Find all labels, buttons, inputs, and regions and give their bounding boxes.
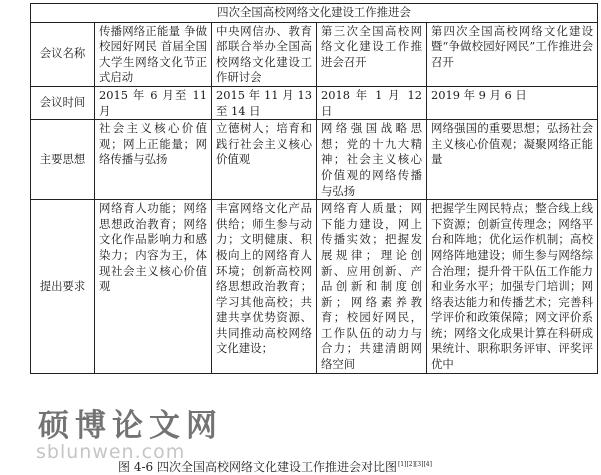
time-cell-4: 2019 年 9 月 6 日 [427,86,598,119]
header-meeting-name: 会议名称 [31,22,95,86]
watermark-url: sblunwen.com [36,441,186,463]
header-meeting-2: 中央网信办、教育部联合举办全国高校网络文化建设工作研讨会 [212,22,317,86]
header-meeting-1: 传播网络正能量 争做校园好网民 首届全国大学生网络文化节正式启动 [95,22,212,86]
row-label-time: 会议时间 [31,86,95,119]
table-row [31,120,598,200]
thought-cell-3: 网络强国战略思想；党的十九大精神；社会主义核心价值观的网络传播与弘扬 [317,120,427,200]
header-meeting-3: 第三次全国高校网络文化建设工作推进会召开 [317,22,427,86]
time-cell-1: 2015 年 6 月至 11 月 [95,86,212,119]
req-cell-1: 网络育人功能；网络思想政治教育；网络文化作品影响力和感染力；内容为王，体现社会主义核心价值观 [95,200,212,374]
table-row [31,200,598,374]
time-cell-2: 2015 年 11 月 13 至 14 日 [212,86,317,119]
comparison-table [30,3,598,374]
thought-cell-2: 立德树人；培育和践行社会主义核心价值观 [212,120,317,200]
table-title-row [31,4,598,23]
req-cell-4: 把握学生网民特点；整合线上线下资源；创新宣传理念；网络平台和阵地；优化运作机制；高校网络阵地建设；师生参与网络综合治理；提升骨干队伍工作能力和业务水平；加强专门培训；网络表达能力和传播艺术；完善科学评价和政策保障；网文评价系统；网络文化成果计算在科研成果统计、职称职务评审、评奖评优中 [427,200,598,374]
figure-caption [118,458,432,475]
table-header-row [31,22,598,86]
req-cell-3: 网络育人质量；网下能力建设，网上传播实效；把握发展规律；理论创新、应用创新、产品创新和制度创新；网络素养教育；校园好网民，工作队伍的动力与合力；共建清朗网络空间 [317,200,427,374]
table-title: 四次全国高校网络文化建设工作推进会 [31,4,598,23]
row-label-thought: 主要思想 [31,120,95,200]
thought-cell-4: 网络强国的重要思想；弘扬社会主义核心价值观；凝聚网络正能量 [427,120,598,200]
caption-text: 图 4-6 四次全国高校网络文化建设工作推进会对比图 [118,460,397,474]
thought-cell-1: 社会主义核心价值观；网上正能量；网络传播与弘扬 [95,120,212,200]
req-cell-2: 丰富网络文化产品供给；师生参与动力；文明健康、积极向上的网络育人环境；创新高校网络思想政治教育；学习其他高校；共建共享优势资源、共同推动高校网络文化建设； [212,200,317,374]
caption-refs: [1][2][3][4] [397,461,432,468]
watermark-logo: 硕博论文网 [38,408,223,444]
time-cell-3: 2018 年 1 月 12 日 [317,86,427,119]
row-label-requirements: 提出要求 [31,200,95,374]
header-meeting-4: 第四次全国高校网络文化建设暨“争做校园好网民”工作推进会召开 [427,22,598,86]
table-row [31,86,598,119]
